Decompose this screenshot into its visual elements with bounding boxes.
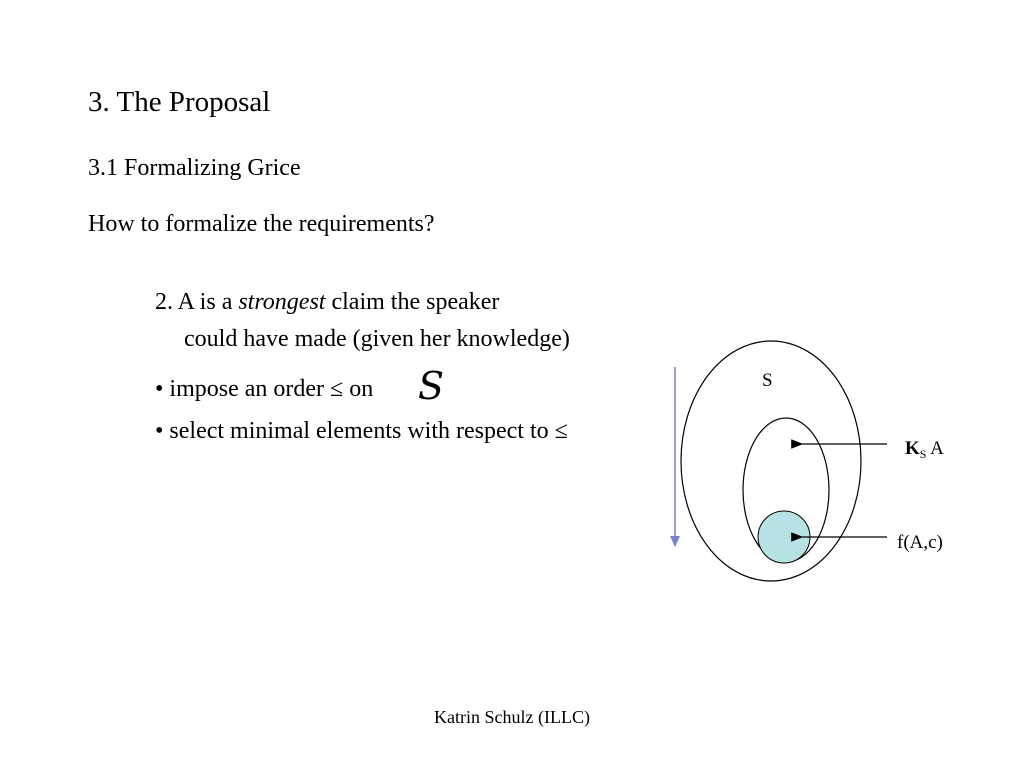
bullet-impose-order: • impose an order ≤ on (155, 376, 374, 402)
requirement-line-2: could have made (given her knowledge) (184, 326, 570, 352)
order-arrow-head (670, 536, 680, 547)
requirement-suffix: claim the speaker (325, 289, 500, 315)
ks-label-bold: K (905, 438, 920, 459)
bullet-select-minimal: • select minimal elements with respect to ≤ (155, 418, 568, 444)
question-text: How to formalize the requirements? (88, 211, 435, 237)
outer-set-label: S (762, 370, 773, 391)
requirement-prefix: 2. A is a (155, 289, 239, 315)
ks-label (905, 438, 944, 461)
ks-label-rest: A (926, 438, 944, 459)
ks-label-subscript: S (919, 447, 927, 461)
script-s-symbol: S (418, 364, 445, 408)
slide-title: 3. The Proposal (88, 86, 271, 118)
slide-footer: Katrin Schulz (ILLC) (434, 707, 590, 727)
f-label: f(A,c) (897, 532, 943, 553)
slide-subtitle: 3.1 Formalizing Grice (88, 155, 301, 181)
requirement-emphasis: strongest (238, 289, 326, 315)
